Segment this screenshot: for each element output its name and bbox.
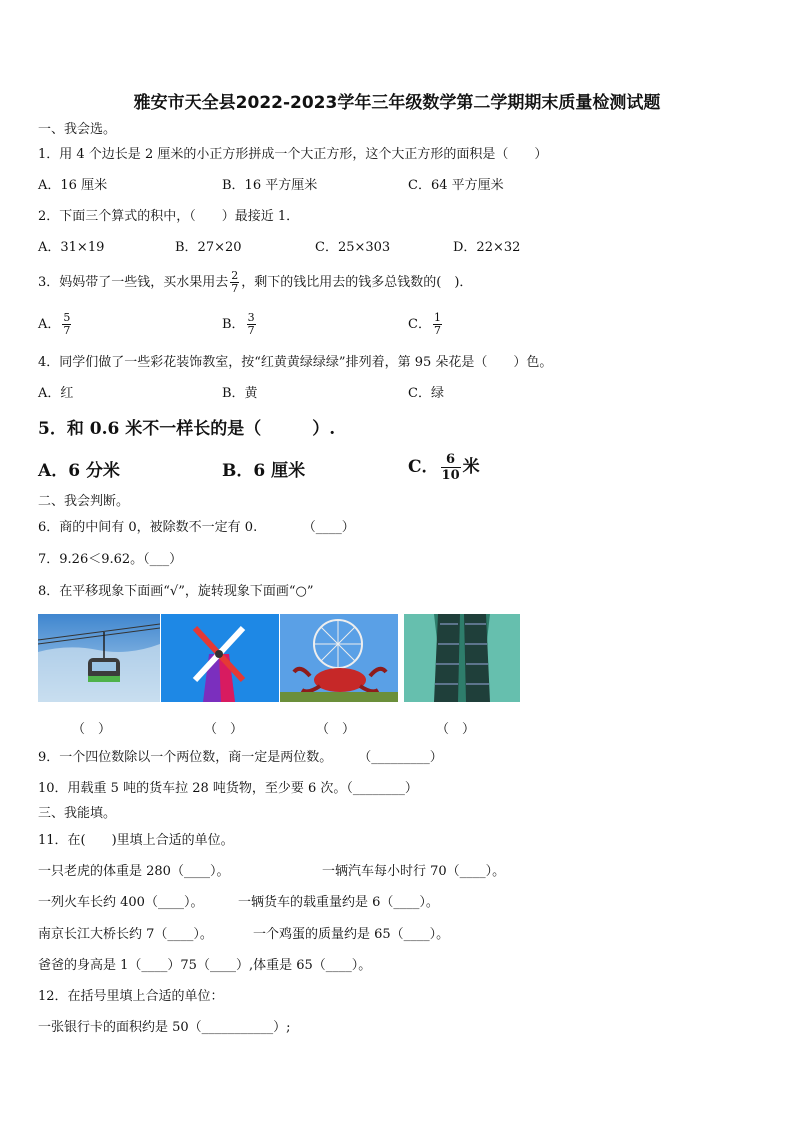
- q3-option-b: [222, 312, 258, 337]
- option-letter: C．: [408, 317, 431, 332]
- fraction-numerator: 3: [247, 311, 255, 324]
- q11-line-1a: 一只老虎的体重是 280（____）。: [38, 864, 230, 879]
- q12-line-1: 一张银行卡的面积约是 50（___________）;: [38, 1020, 291, 1035]
- q2-option-b: B．27×20: [175, 240, 242, 255]
- option-fraction: [247, 312, 256, 337]
- option-fraction: [441, 452, 461, 483]
- question-4: 4．同学们做了一些彩花装饰教室，按“红黄黄绿绿绿”排列着，第 95 朵花是（ ）色。: [38, 355, 553, 370]
- page-title: 雅安市天全县2022-2023学年三年级数学第二学期期末质量检测试题: [133, 93, 661, 113]
- q5-option-c: [408, 452, 480, 483]
- question-6: 6．商的中间有 0，被除数不一定有 0. （____）: [38, 520, 355, 535]
- question-8: 8．在平移现象下面画“√”，旋转现象下面画“○”: [38, 584, 314, 599]
- q11-line-2b: 一辆货车的载重量约是 6（____）。: [238, 895, 439, 910]
- question-5: 5．和 0.6 米不一样长的是（ ）.: [38, 419, 336, 439]
- fraction-numerator: 5: [63, 311, 71, 324]
- q2-option-d: D．22×32: [453, 240, 521, 255]
- q1-option-b: B．16 平方厘米: [222, 178, 318, 193]
- option-fraction: [433, 312, 442, 337]
- section-heading-judge: 二、我会判断。: [38, 494, 130, 509]
- question-2: 2．下面三个算式的积中，（ ）最接近 1．: [38, 209, 300, 224]
- q8-answer-1[interactable]: （ ）: [72, 722, 112, 737]
- question-12: 12．在括号里填上合适的单位：: [38, 989, 224, 1004]
- question-10: 10．用载重 5 吨的货车拉 28 吨货物，至少要 6 次。（________）: [38, 781, 418, 796]
- q3-fraction: [230, 270, 239, 295]
- fraction-denominator: 10: [441, 468, 460, 483]
- q11-line-2a: 一列火车长约 400（____）。: [38, 895, 204, 910]
- q1-option-c: C．64 平方厘米: [408, 178, 504, 193]
- q11-line-3a: 南京长江大桥长约 7（____）。: [38, 927, 213, 942]
- q11-line-1b: 一辆汽车每小时行 70（____）。: [322, 864, 506, 879]
- unit-label: 米: [462, 457, 480, 477]
- question-7: 7．9.26＜9.62。（___）: [38, 552, 183, 567]
- question-3: [38, 270, 472, 295]
- fraction-denominator: 7: [63, 324, 71, 337]
- fraction-numerator: 1: [433, 311, 441, 324]
- escalator-image: [404, 614, 520, 702]
- q5-option-b: B．6 厘米: [222, 461, 306, 481]
- q3-text-post: ，剩下的钱比用去的钱多总钱数的( )．: [241, 275, 473, 290]
- q3-option-a: [38, 312, 73, 337]
- q5-option-a: A．6 分米: [38, 461, 120, 481]
- ferris-wheel-image: [280, 614, 398, 702]
- fraction-denominator: 7: [433, 324, 441, 337]
- q8-answer-4[interactable]: （ ）: [436, 722, 476, 737]
- cable-car-image: [38, 614, 160, 702]
- q1-option-a: A．16 厘米: [38, 178, 108, 193]
- windmill-image: [161, 614, 279, 702]
- fraction-denominator: 7: [231, 282, 239, 295]
- section-heading-choice: 一、我会选。: [38, 122, 117, 137]
- option-letter: C．: [408, 457, 439, 477]
- question-1: 1．用 4 个边长是 2 厘米的小正方形拼成一个大正方形，这个大正方形的面积是（ ）: [38, 147, 548, 162]
- option-fraction: [62, 312, 71, 337]
- option-letter: B．: [222, 317, 245, 332]
- q3-text-pre: 3．妈妈带了一些钱，买水果用去: [38, 275, 229, 290]
- q2-option-c: C．25×303: [315, 240, 391, 255]
- q4-option-c: C．绿: [408, 386, 444, 401]
- q4-option-b: B．黄: [222, 386, 258, 401]
- q4-option-a: A．红: [38, 386, 74, 401]
- q11-line-4: 爸爸的身高是 1（____）75（____）,体重是 65（____）。: [38, 958, 372, 973]
- fraction-numerator: 6: [441, 452, 461, 468]
- section-heading-fill: 三、我能填。: [38, 806, 117, 821]
- fraction-denominator: 7: [247, 324, 255, 337]
- q3-option-c: [408, 312, 444, 337]
- q8-answer-2[interactable]: （ ）: [204, 722, 244, 737]
- q2-option-a: A．31×19: [38, 240, 105, 255]
- q11-line-3b: 一个鸡蛋的质量约是 65（____）。: [253, 927, 450, 942]
- fraction-numerator: 2: [231, 269, 239, 282]
- question-9: 9．一个四位数除以一个两位数，商一定是两位数。 （_________）: [38, 750, 443, 765]
- option-letter: A．: [38, 317, 61, 332]
- question-11: 11．在( )里填上合适的单位。: [38, 833, 234, 848]
- q8-answer-3[interactable]: （ ）: [316, 722, 356, 737]
